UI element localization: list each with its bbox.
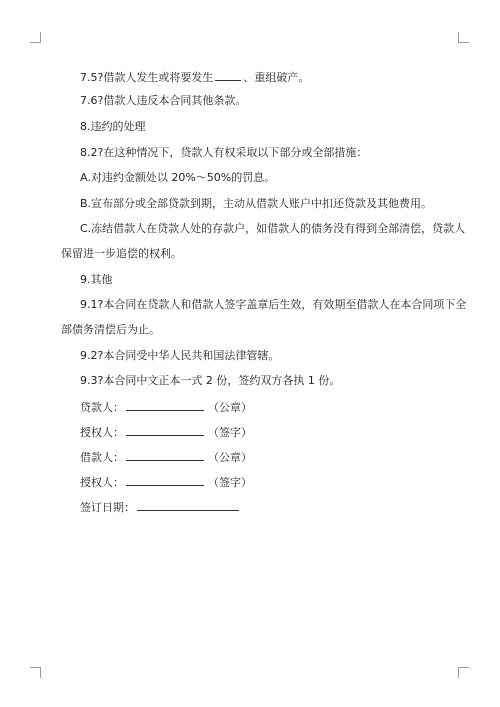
section-heading-8: 8.违约的处理 bbox=[80, 120, 146, 133]
signature-authorizer-1 bbox=[80, 424, 252, 440]
signature-note: （签字） bbox=[208, 426, 252, 439]
crop-mark-top-right bbox=[458, 32, 469, 43]
crop-mark-bottom-left bbox=[30, 667, 41, 678]
clause-7-5-tail: 、重组破产。 bbox=[243, 71, 310, 84]
crop-mark-top-left bbox=[30, 32, 41, 43]
signature-blank bbox=[126, 474, 204, 486]
clause-9-2: 9.2?本合同受中华人民共和国法律管辖。 bbox=[80, 349, 280, 362]
signature-lender bbox=[80, 399, 252, 415]
clause-7-5 bbox=[80, 69, 309, 85]
signature-authorizer-2 bbox=[80, 474, 252, 490]
fill-in-blank bbox=[215, 69, 241, 81]
signature-blank bbox=[126, 449, 204, 461]
clause-9-1-line2: 部债务清偿后为止。 bbox=[61, 323, 160, 336]
signature-label: 授权人： bbox=[80, 426, 124, 439]
signature-borrower bbox=[80, 449, 252, 465]
signature-blank bbox=[126, 424, 204, 436]
signature-note: （公章） bbox=[208, 401, 252, 414]
signature-blank bbox=[126, 399, 204, 411]
signature-label: 授权人： bbox=[80, 476, 124, 489]
clause-8-2: 8.2?在这种情况下，贷款人有权采取以下部分或全部措施： bbox=[80, 146, 368, 159]
signing-date-blank bbox=[137, 499, 239, 511]
clause-9-1-line1: 9.1?本合同在贷款人和借款人签字盖章后生效，有效期至借款人在本合同项下全 bbox=[80, 298, 467, 311]
clause-7-5-text: 7.5?借款人发生或将要发生 bbox=[80, 71, 214, 84]
clause-8-2-a: A.对违约金额处以 20%～50%的罚息。 bbox=[80, 171, 276, 184]
signature-note: （公章） bbox=[208, 451, 252, 464]
clause-8-2-b: B.宣布部分或全部贷款到期，主动从借款人账户中扣还贷款及其他费用。 bbox=[80, 197, 433, 210]
section-heading-9: 9.其他 bbox=[80, 273, 113, 286]
signing-date bbox=[80, 499, 239, 515]
clause-9-3: 9.3?本合同中文正本一式 2 份，签约双方各执 1 份。 bbox=[80, 374, 341, 387]
clause-7-6: 7.6?借款人违反本合同其他条款。 bbox=[80, 94, 247, 107]
signing-date-label: 签订日期： bbox=[80, 501, 135, 514]
crop-mark-bottom-right bbox=[458, 667, 469, 678]
signature-note: （签字） bbox=[208, 476, 252, 489]
clause-8-2-c-line1: C.冻结借款人在贷款人处的存款户，如借款人的债务没有得到全部清偿，贷款人 bbox=[80, 222, 466, 235]
signature-label: 贷款人： bbox=[80, 401, 124, 414]
clause-8-2-c-line2: 保留进一步追偿的权利。 bbox=[61, 247, 182, 260]
signature-label: 借款人： bbox=[80, 451, 124, 464]
